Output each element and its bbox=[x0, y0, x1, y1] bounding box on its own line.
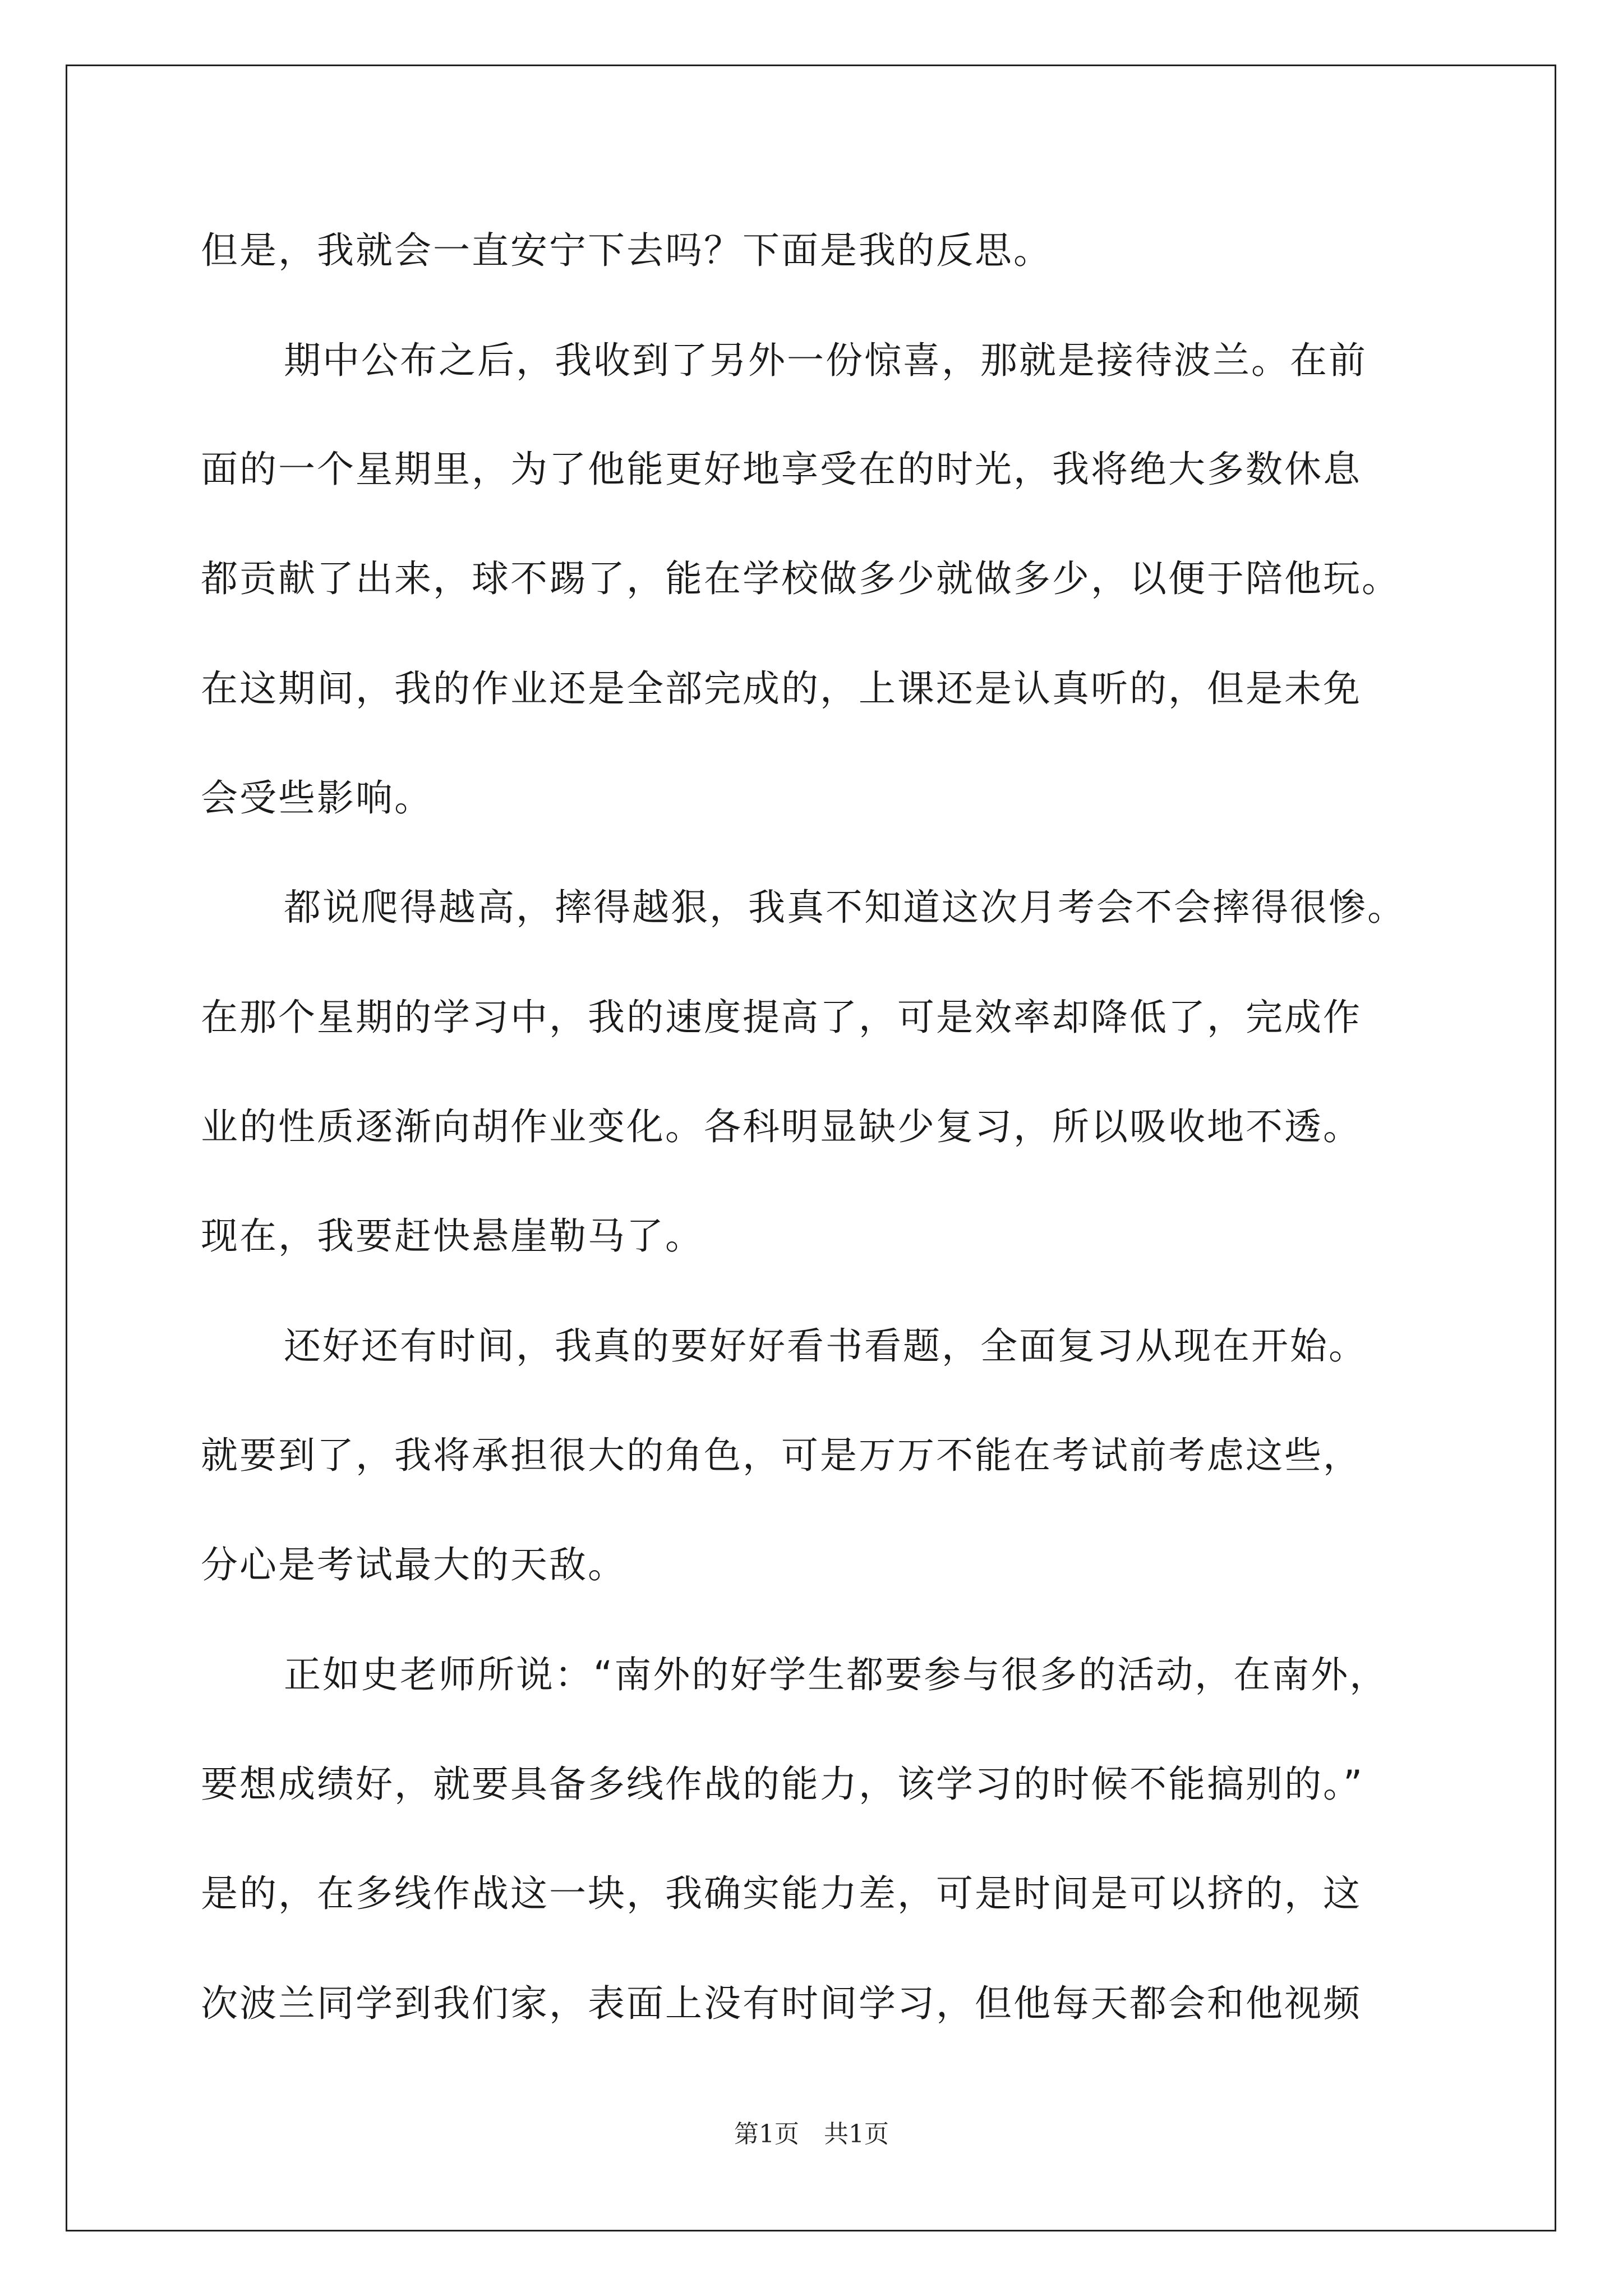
page-number-footer: 第1页 共1页 bbox=[734, 2120, 889, 2148]
text-line-11: 还好还有时间，我真的要好好看书看题，全面复习从现在开始。 bbox=[284, 1324, 1367, 1368]
text-line-1: 但是，我就会一直安宁下去吗？下面是我的反思。 bbox=[201, 229, 1052, 272]
text-line-4: 都贡献了出来，球不踢了，能在学校做多少就做多少，以便于陪他玩。 bbox=[201, 557, 1400, 600]
text-line-2: 期中公布之后，我收到了另外一份惊喜，那就是接待波兰。在前 bbox=[284, 339, 1367, 382]
text-line-15: 要想成绩好，就要具备多线作战的能力，该学习的时候不能搞别的。” bbox=[201, 1763, 1364, 1806]
text-line-13: 分心是考试最大的天敌。 bbox=[201, 1543, 626, 1586]
text-line-17: 次波兰同学到我们家，表面上没有时间学习，但他每天都会和他视频 bbox=[201, 1982, 1362, 2025]
text-line-10: 现在，我要赶快悬崖勒马了。 bbox=[201, 1214, 704, 1258]
text-line-3: 面的一个星期里，为了他能更好地享受在的时光，我将绝大多数休息 bbox=[201, 448, 1362, 491]
text-line-7: 都说爬得越高，摔得越狠，我真不知道这次月考会不会摔得很惨。 bbox=[284, 886, 1406, 929]
text-line-8: 在那个星期的学习中，我的速度提高了，可是效率却降低了，完成作 bbox=[201, 996, 1362, 1039]
text-line-12: 就要到了，我将承担很大的角色，可是万万不能在考试前考虑这些， bbox=[201, 1434, 1362, 1477]
text-line-6: 会受些影响。 bbox=[201, 776, 433, 820]
text-line-16: 是的，在多线作战这一块，我确实能力差，可是时间是可以挤的，这 bbox=[201, 1872, 1362, 1915]
text-line-5: 在这期间，我的作业还是全部完成的，上课还是认真听的，但是未免 bbox=[201, 667, 1362, 710]
text-line-9: 业的性质逐渐向胡作业变化。各科明显缺少复习，所以吸收地不透。 bbox=[201, 1105, 1362, 1148]
text-line-14: 正如史老师所说：“南外的好学生都要参与很多的活动，在南外， bbox=[284, 1653, 1389, 1696]
